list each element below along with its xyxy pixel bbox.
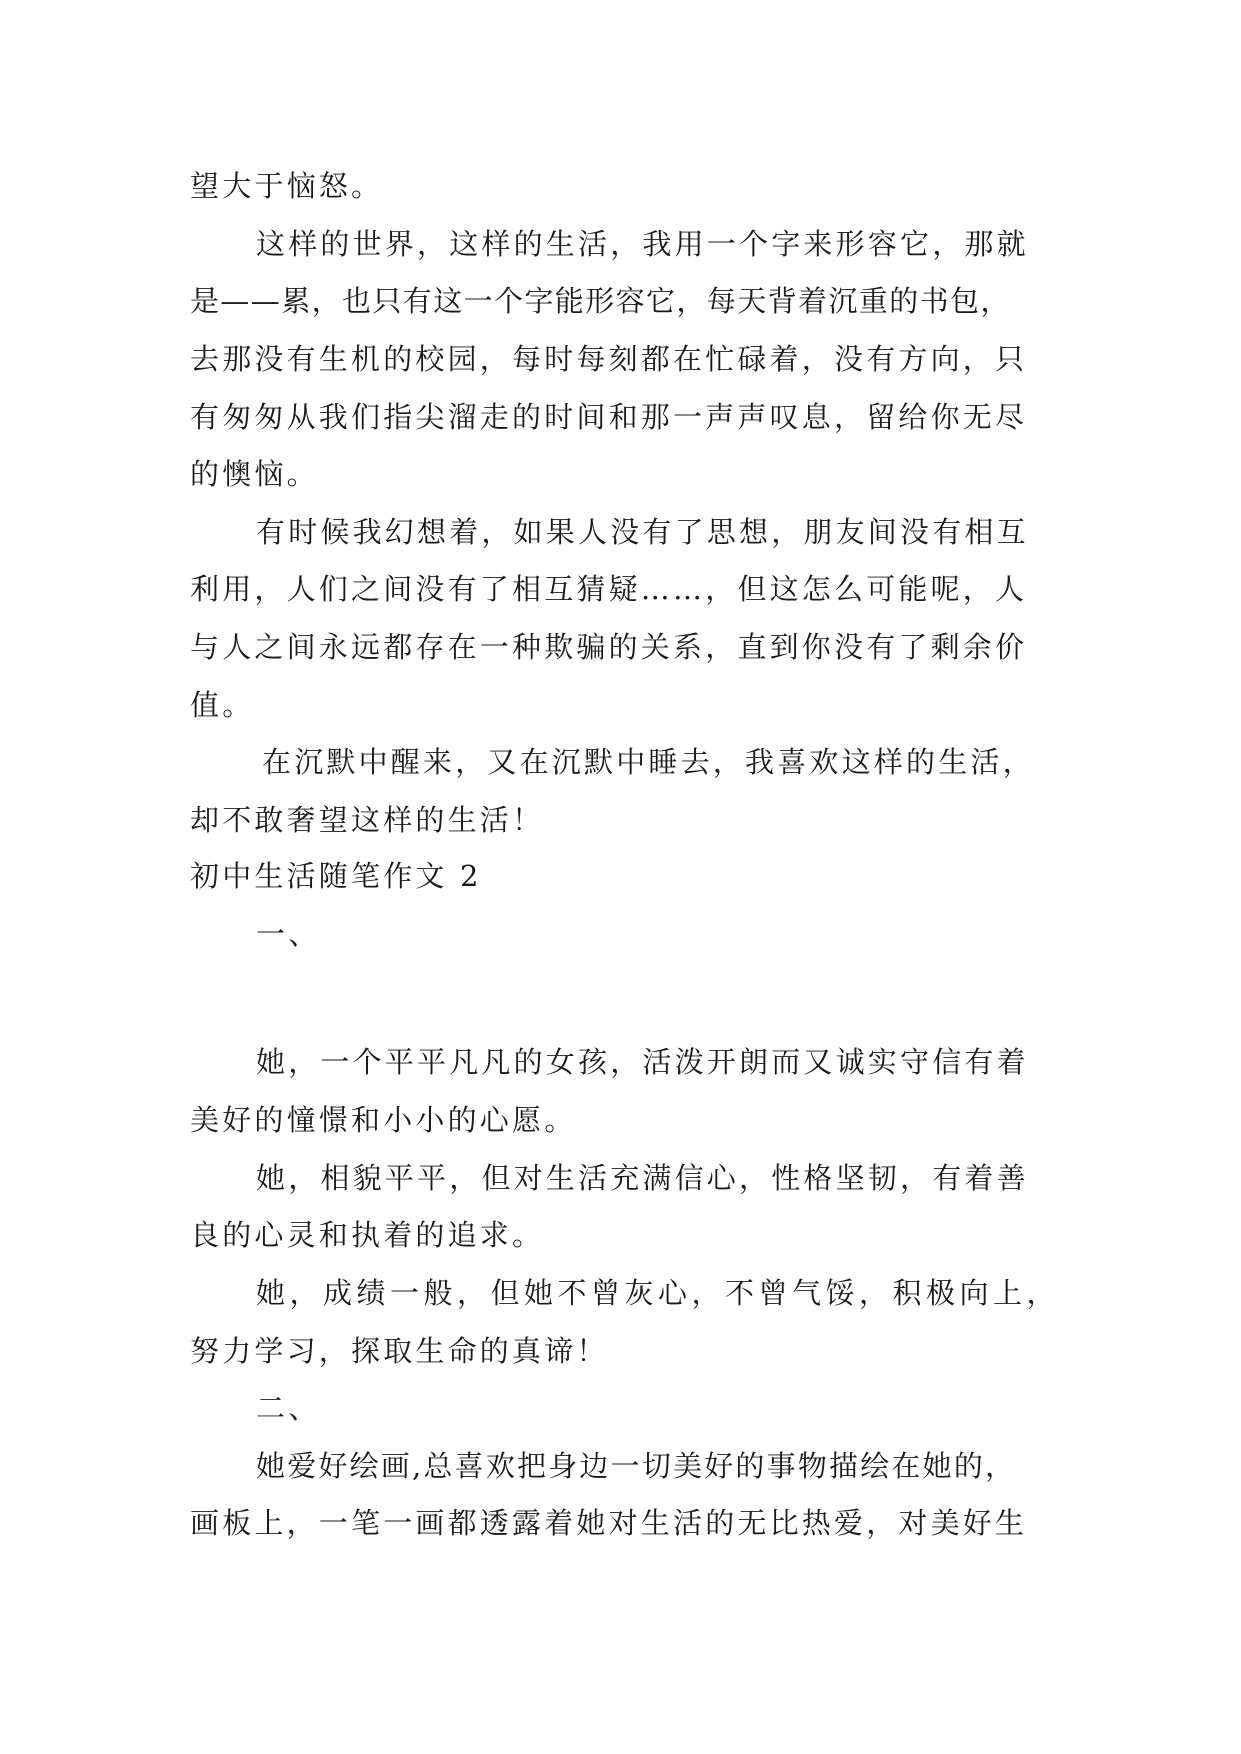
text-line: 的懊恼。 (190, 457, 319, 491)
paragraph-start: 这样的世界，这样的生活，我用一个字来形容它，那就 (256, 227, 1029, 261)
paragraph-start: 她爱好绘画,总喜欢把身边一切美好的事物描绘在她的， (256, 1449, 1017, 1483)
paragraph-start: 她，成绩一般，但她不曾灰心，不曾气馁，积极向上， (256, 1276, 1061, 1310)
section-number: 一、 (256, 917, 321, 951)
paragraph-start: 她，相貌平平，但对生活充满信心，性格坚韧，有着善 (256, 1161, 1029, 1195)
text-line: 值。 (190, 688, 255, 722)
text-line: 画板上，一笔一画都透露着她对生活的无比热爱，对美好生 (190, 1506, 1028, 1540)
text-line: 努力学习，探取生命的真谛！ (190, 1334, 609, 1368)
text-line: 望大于恼怒。 (190, 169, 384, 203)
text-line: 去那没有生机的校园，每时每刻都在忙碌着，没有方向，只 (190, 342, 1028, 376)
paragraph-start: 在沉默中醒来，又在沉默中睡去，我喜欢这样的生活， (262, 745, 1035, 779)
text-line: 却不敢奢望这样的生活！ (190, 803, 545, 837)
text-line: 良的心灵和执着的追求。 (190, 1218, 545, 1252)
section-heading: 初中生活随笔作文 2 (190, 859, 482, 893)
text-line: 是——累，也只有这一个字能形容它，每天背着沉重的书包， (190, 284, 1011, 318)
paragraph-start: 她，一个平平凡凡的女孩，活泼开朗而又诚实守信有着 (256, 1045, 1029, 1079)
text-line: 利用，人们之间没有了相互猜疑……，但这怎么可能呢，人 (190, 572, 1028, 606)
paragraph-start: 有时候我幻想着，如果人没有了思想，朋友间没有相互 (256, 515, 1029, 549)
text-line: 美好的憧憬和小小的心愿。 (190, 1103, 577, 1137)
text-line: 与人之间永远都存在一种欺骗的关系，直到你没有了剩余价 (190, 630, 1028, 664)
section-number: 二、 (256, 1391, 321, 1425)
text-line: 有匆匆从我们指尖溜走的时间和那一声声叹息，留给你无尽 (190, 400, 1028, 434)
